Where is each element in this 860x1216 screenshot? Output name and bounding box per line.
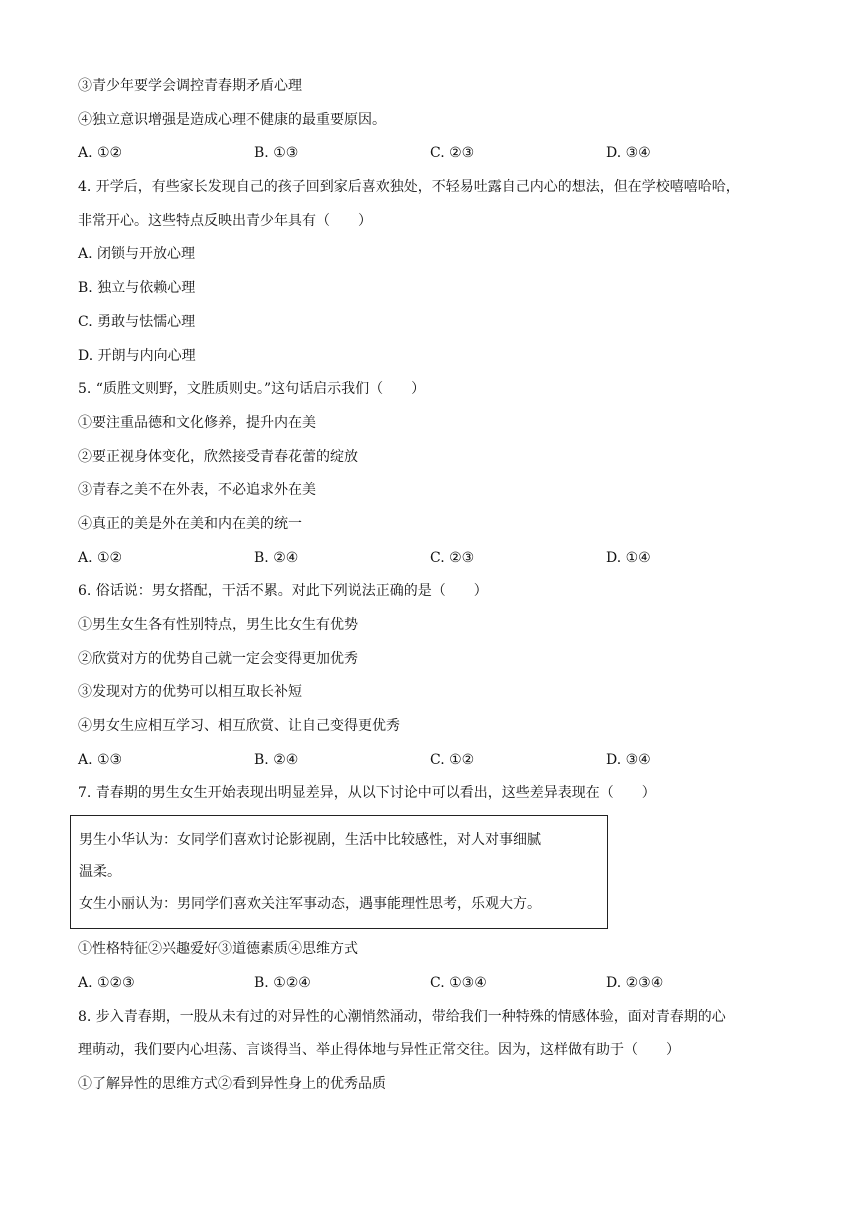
q5-stem: 5. “质胜文则野，文胜质则史。”这句话启示我们（ ） <box>78 381 426 398</box>
q3-option-d[interactable]: D. ③④ <box>606 145 651 162</box>
q8-stem-line-1: 8. 步入青春期，一股从未有过的对异性的心潮悄然涌动，带给我们一种特殊的情感体验，面对青春期的心 <box>78 1008 726 1025</box>
q6-item-1: ①男生女生各有性别特点，男生比女生有优势 <box>78 617 358 633</box>
q3-option-a[interactable]: A. ①② <box>78 145 123 162</box>
q3-option-b[interactable]: B. ①③ <box>254 145 299 162</box>
q7-option-b[interactable]: B. ①②④ <box>254 974 311 991</box>
q5-options <box>78 542 798 576</box>
q4-option-b[interactable]: B. 独立与依赖心理 <box>78 280 196 297</box>
q6-item-4: ④男女生应相互学习、相互欣赏、让自己变得更优秀 <box>78 718 400 735</box>
q5-item-2: ②要正视身体变化，欣然接受青春花蕾的绽放 <box>78 448 358 465</box>
q7-option-d[interactable]: D. ②③④ <box>606 974 664 991</box>
q5-option-a[interactable]: A. ①② <box>78 549 123 566</box>
q7-box-line-1: 男生小华认为：女同学们喜欢讨论影视剧，生活中比较感性，对人对事细腻 <box>79 832 541 849</box>
q5-item-3: ③青春之美不在外表，不必追求外在美 <box>78 482 316 499</box>
q3-option-c[interactable]: C. ②③ <box>430 145 475 162</box>
q6-option-b[interactable]: B. ②④ <box>254 751 299 768</box>
q4-stem-line-2: 非常开心。这些特点反映出青少年具有（ ） <box>78 212 372 229</box>
q7-box-line-2: 温柔。 <box>79 864 121 881</box>
q7-box-line-3: 女生小丽认为：男同学们喜欢关注军事动态，遇事能理性思考，乐观大方。 <box>79 896 541 913</box>
q3-item-4: ④独立意识增强是造成心理不健康的最重要原因。 <box>78 111 386 128</box>
q7-option-c[interactable]: C. ①③④ <box>430 974 487 991</box>
q5-option-d[interactable]: D. ①④ <box>606 549 651 566</box>
q3-options <box>78 137 798 171</box>
q5-item-4: ④真正的美是外在美和内在美的统一 <box>78 515 302 532</box>
q8-stem-line-2: 理萌动，我们要内心坦荡、言谈得当、举止得体地与异性正常交往。因为，这样做有助于（ ） <box>78 1042 680 1059</box>
q5-option-c[interactable]: C. ②③ <box>430 549 475 566</box>
q7-items: ①性格特征②兴趣爱好③道德素质④思维方式 <box>78 941 358 958</box>
q7-stem: 7. 青春期的男生女生开始表现出明显差异，从以下讨论中可以看出，这些差异表现在（ ） <box>78 785 656 802</box>
q4-option-c[interactable]: C. 勇敢与怯懦心理 <box>78 313 196 330</box>
q6-option-d[interactable]: D. ③④ <box>606 751 651 768</box>
q8-items: ①了解异性的思维方式②看到异性身上的优秀品质 <box>78 1075 386 1092</box>
q6-stem: 6. 俗话说：男女搭配，干活不累。对此下列说法正确的是（ ） <box>78 583 488 600</box>
q5-option-b[interactable]: B. ②④ <box>254 549 299 566</box>
q6-option-a[interactable]: A. ①③ <box>78 751 123 768</box>
q7-option-a[interactable]: A. ①②③ <box>78 974 135 991</box>
q7-discussion-box <box>70 815 608 929</box>
q4-option-d[interactable]: D. 开朗与内向心理 <box>78 347 196 364</box>
q4-stem-line-1: 4. 开学后，有些家长发现自己的孩子回到家后喜欢独处，不轻易吐露自己内心的想法，但在学校嘻嘻哈哈， <box>78 179 740 196</box>
q6-item-2: ②欣赏对方的优势自己就一定会变得更加优秀 <box>78 650 358 667</box>
q6-item-3: ③发现对方的优势可以相互取长补短 <box>78 684 302 701</box>
q6-option-c[interactable]: C. ①② <box>430 751 475 768</box>
q3-item-3: ③青少年要学会调控青春期矛盾心理 <box>78 78 302 94</box>
q7-options <box>78 967 798 1001</box>
q6-options <box>78 744 798 778</box>
exam-page <box>78 70 798 1102</box>
q4-option-a[interactable]: A. 闭锁与开放心理 <box>78 246 196 263</box>
q5-item-1: ①要注重品德和文化修养，提升内在美 <box>78 414 316 431</box>
